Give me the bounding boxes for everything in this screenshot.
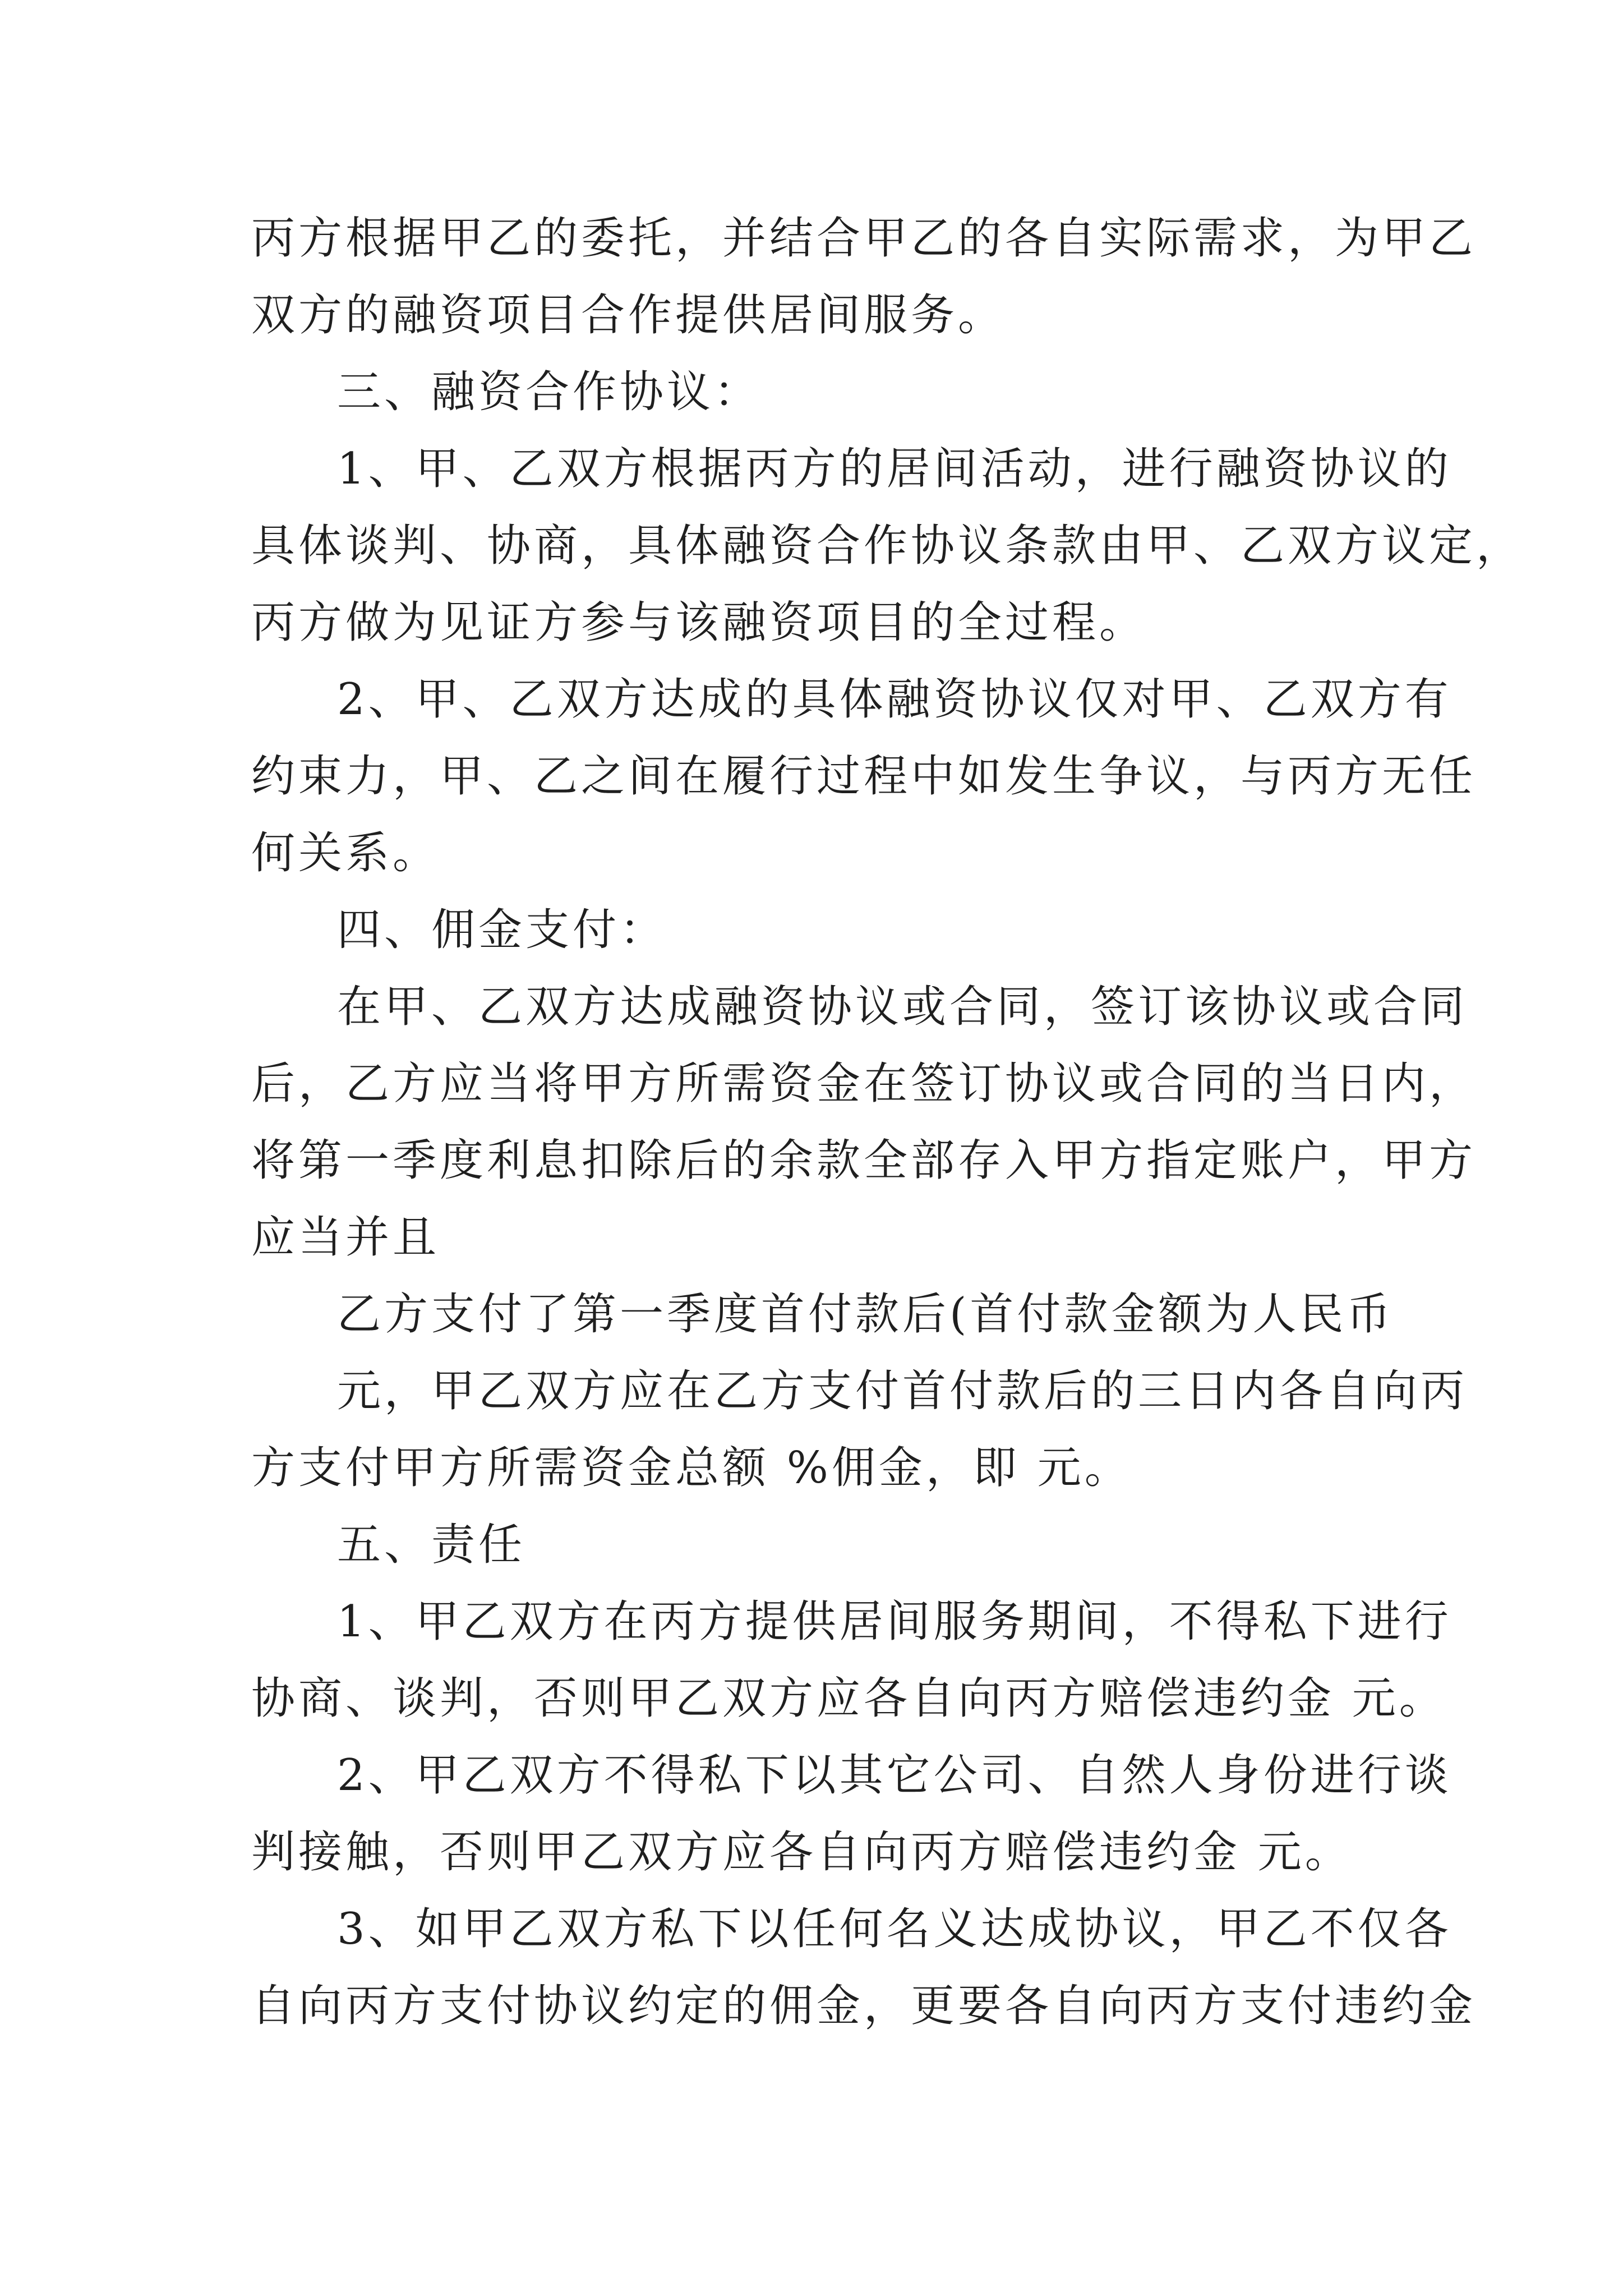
text-line: 应当并且 (251, 1212, 440, 1263)
text-line: 2、甲乙双方不得私下以其它公司、自然人身份进行谈 (337, 1750, 1452, 1801)
text-line: 将第一季度利息扣除后的余款全部存入甲方指定账户，甲方 (251, 1135, 1477, 1186)
text-line: 在甲、乙双方达成融资协议或合同，签订该协议或合同 (337, 982, 1468, 1032)
text-line: 具体谈判、协商，具体融资合作协议条款由甲、乙双方议定， (251, 521, 1524, 571)
text-line: 方支付甲方所需资金总额 %佣金，即 元。 (251, 1443, 1132, 1493)
text-line: 元，甲乙双方应在乙方支付首付款后的三日内各自向丙 (337, 1366, 1468, 1416)
text-line: 判接触，否则甲乙双方应各自向丙方赔偿违约金 元。 (251, 1827, 1352, 1878)
text-line: 双方的融资项目合作提供居间服务。 (251, 290, 1006, 341)
text-line: 自向丙方支付协议约定的佣金，更要各自向丙方支付违约金 (251, 1981, 1477, 2031)
text-line: 3、如甲乙双方私下以任何名义达成协议，甲乙不仅各 (337, 1904, 1452, 1954)
text-line: 丙方根据甲乙的委托，并结合甲乙的各自实际需求，为甲乙 (251, 213, 1477, 264)
text-line: 后，乙方应当将甲方所需资金在签订协议或合同的当日内， (251, 1059, 1477, 1109)
text-line: 2、甲、乙双方达成的具体融资协议仅对甲、乙双方有 (337, 674, 1452, 725)
document-body (251, 200, 1524, 2045)
text-line: 协商、谈判，否则甲乙双方应各自向丙方赔偿违约金 元。 (251, 1673, 1446, 1724)
text-line: 何关系。 (251, 828, 440, 878)
text-line: 乙方支付了第一季度首付款后(首付款金额为人民币 (337, 1289, 1394, 1340)
text-line: 1、甲乙双方在丙方提供居间服务期间，不得私下进行 (337, 1596, 1452, 1647)
text-line: 丙方做为见证方参与该融资项目的全过程。 (251, 597, 1147, 648)
text-line: 约束力，甲、乙之间在履行过程中如发生争议，与丙方无任 (251, 751, 1477, 802)
section-heading: 三、融资合作协议： (337, 367, 762, 417)
text-line: 1、甲、乙双方根据丙方的居间活动，进行融资协议的 (337, 444, 1452, 494)
section-heading: 四、佣金支付： (337, 905, 667, 955)
section-heading: 五、责任 (337, 1520, 526, 1570)
